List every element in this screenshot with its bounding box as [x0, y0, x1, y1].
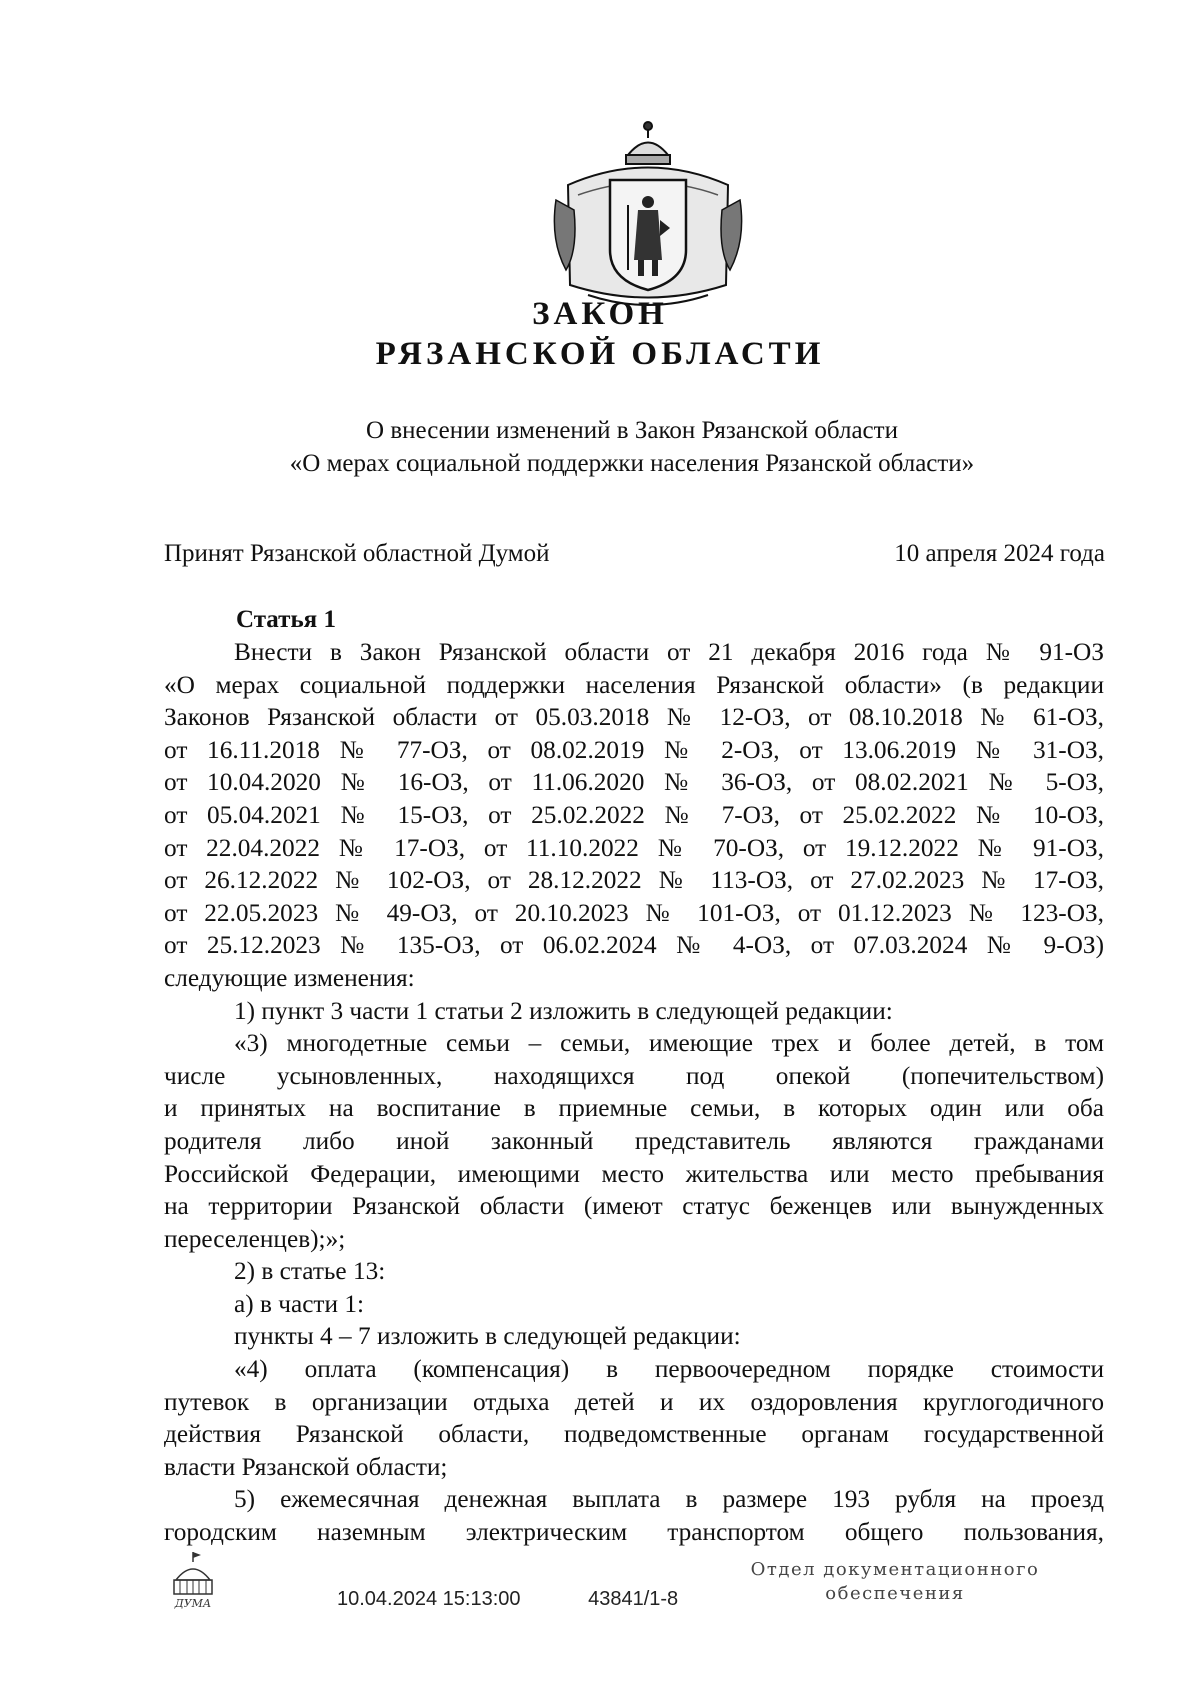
article-line: на территории Рязанской области (имеют статус беженцев или вынужденных [164, 1192, 1104, 1221]
document-title-line2: РЯЗАНСКОЙ ОБЛАСТИ [375, 336, 825, 372]
article-line: от 22.04.2022 № 17-ОЗ, от 11.10.2022 № 70-ОЗ, от 19.12.2022 № 91-ОЗ, [164, 833, 1104, 862]
article-line: и принятых на воспитание в приемные семьи, в которых один или оба [164, 1094, 1104, 1123]
article-line: 5) ежемесячная денежная выплата в размере 193 рубля на проезд [234, 1485, 1104, 1514]
article-line: 1) пункт 3 части 1 статьи 2 изложить в следующей редакции: [234, 996, 893, 1025]
article-title: Статья 1 [236, 606, 336, 633]
article-line: власти Рязанской области; [164, 1452, 448, 1481]
law-subject-line2: «О мерах социальной поддержки населения Рязанской области» [289, 450, 975, 477]
document-title-line1: ЗАКОН [532, 296, 668, 332]
registration-timestamp: 10.04.2024 15:13:00 [337, 1588, 521, 1610]
article-line: числе усыновленных, находящихся под опекой (попечительством) [164, 1061, 1104, 1090]
article-line: путевок в организации отдыха детей и их оздоровления круглогодичного [164, 1387, 1104, 1416]
article-line: «4) оплата (компенсация) в первоочередном порядке стоимости [234, 1355, 1104, 1384]
article-line: от 22.05.2023 № 49-ОЗ, от 20.10.2023 № 101-ОЗ, от 01.12.2023 № 123-ОЗ, [164, 898, 1104, 927]
department-line2: обеспечения [825, 1583, 965, 1604]
article-line: от 10.04.2020 № 16-ОЗ, от 11.06.2020 № 36-ОЗ, от 08.02.2021 № 5-ОЗ, [164, 768, 1104, 797]
article-line: Внести в Закон Рязанской области от 21 декабря 2016 года № 91-ОЗ [234, 638, 1104, 666]
adopted-date: 10 апреля 2024 года [894, 540, 1105, 567]
department-line1: Отдел документационного [750, 1559, 1040, 1580]
adopted-by: Принят Рязанской областной Думой [164, 540, 550, 567]
article-line: «3) многодетные семьи – семьи, имеющие трех и более детей, в том [234, 1029, 1104, 1058]
article-body [164, 636, 1104, 1549]
ryazan-coat-of-arms-emblem [548, 110, 748, 320]
adoption-line [164, 540, 1105, 568]
article-line: от 16.11.2018 № 77-ОЗ, от 08.02.2019 № 2-ОЗ, от 13.06.2019 № 31-ОЗ, [164, 735, 1104, 764]
article-line: от 26.12.2022 № 102-ОЗ, от 28.12.2022 № 113-ОЗ, от 27.02.2023 № 17-ОЗ, [164, 866, 1104, 895]
article-line: от 05.04.2021 № 15-ОЗ, от 25.02.2022 № 7-ОЗ, от 25.02.2022 № 10-ОЗ, [164, 800, 1104, 829]
article-line: Российской Федерации, имеющими место жительства или место пребывания [164, 1159, 1104, 1188]
article-line: городским наземным электрическим транспортом общего пользования, [164, 1518, 1104, 1547]
article-line: «О мерах социальной поддержки населения Рязанской области» (в редакции [164, 670, 1104, 699]
article-line: 2) в статье 13: [234, 1257, 386, 1286]
article-line: следующие изменения: [164, 963, 415, 992]
article-line: пункты 4 – 7 изложить в следующей редакции: [234, 1322, 741, 1351]
registration-stamp [337, 1588, 678, 1611]
article-line: Законов Рязанской области от 05.03.2018 № 12-ОЗ, от 08.10.2018 № 61-ОЗ, [164, 703, 1104, 732]
article-line: родителя либо иной законный представитель являются гражданами [164, 1126, 1104, 1155]
department-stamp [750, 1558, 1040, 1606]
article-line: переселенцев);»; [164, 1224, 346, 1253]
article-line: а) в части 1: [234, 1289, 365, 1318]
duma-logo-text: ДУМА [174, 1597, 212, 1610]
article-line: от 25.12.2023 № 135-ОЗ, от 06.02.2024 № 4-ОЗ, от 07.03.2024 № 9-ОЗ) [164, 931, 1104, 960]
article-line: действия Рязанской области, подведомственные органам государственной [164, 1420, 1104, 1449]
duma-building-logo [168, 1550, 218, 1612]
law-subject-line1: О внесении изменений в Закон Рязанской области [366, 417, 898, 444]
registration-number: 43841/1-8 [588, 1588, 679, 1610]
